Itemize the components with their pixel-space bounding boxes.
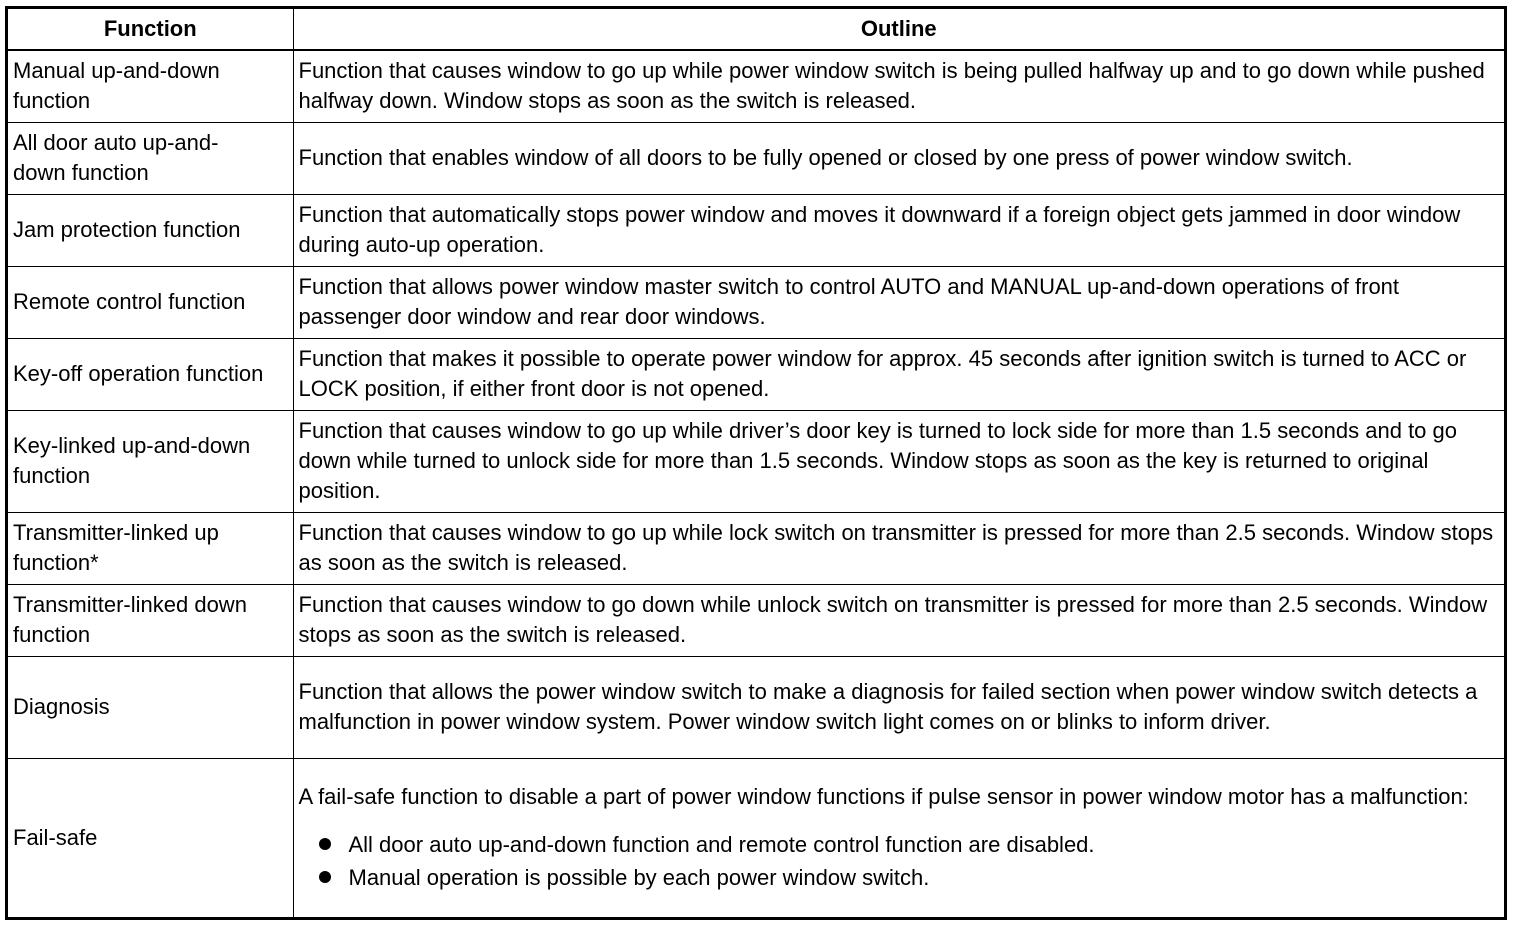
function-cell: Fail-safe [8, 758, 293, 917]
function-cell: Diagnosis [8, 656, 293, 758]
outline-cell: Function that causes window to go up while power window switch is being pulled halfway up and to go down while pushed halfway down. Window stops as soon as the switch is released. [293, 50, 1504, 122]
table-row [8, 584, 1504, 656]
outline-cell: Function that enables window of all doors to be fully opened or closed by one press of power window switch. [293, 122, 1504, 194]
function-cell: Key-off operation function [8, 338, 293, 410]
function-cell: Jam protection function [8, 194, 293, 266]
table-row [8, 122, 1504, 194]
table-row [8, 410, 1504, 512]
function-cell: Manual up-and-down function [8, 50, 293, 122]
function-cell: Transmitter-linked up function* [8, 512, 293, 584]
table-row [8, 194, 1504, 266]
outline-cell: Function that automatically stops power window and moves it downward if a foreign object gets jammed in door window during auto-up operation. [293, 194, 1504, 266]
bullet-icon [319, 838, 331, 850]
outline-cell: Function that causes window to go down while unlock switch on transmitter is pressed for more than 2.5 seconds. Window stops as soon as the switch is released. [293, 584, 1504, 656]
table-row [8, 656, 1504, 758]
function-cell [8, 122, 293, 194]
function-cell: Remote control function [8, 266, 293, 338]
outline-cell [293, 758, 1504, 917]
table-row [8, 338, 1504, 410]
list-item [299, 828, 1501, 861]
table-header-row [8, 9, 1504, 50]
table-row-failsafe [8, 758, 1504, 917]
outline-cell: Function that allows the power window switch to make a diagnosis for failed section when power window switch detects a malfunction in power window system. Power window switch light comes on or blinks to inform driver. [293, 656, 1504, 758]
function-cell: Transmitter-linked down function [8, 584, 293, 656]
function-line: All door auto up-and-down function [13, 130, 219, 185]
failsafe-bullet-list [299, 828, 1501, 894]
outline-cell: Function that makes it possible to operate power window for approx. 45 seconds after ignition switch is turned to ACC or LOCK position, if either front door is not opened. [293, 338, 1504, 410]
outline-cell: Function that causes window to go up while driver’s door key is turned to lock side for more than 1.5 seconds and to go down while turned to unlock side for more than 1.5 seconds. Window stops as soon as the key is returned to original position. [293, 410, 1504, 512]
function-cell: Key-linked up-and-down function [8, 410, 293, 512]
bullet-text: Manual operation is possible by each power window switch. [348, 864, 930, 890]
table-row [8, 266, 1504, 338]
failsafe-intro: A fail-safe function to disable a part of power window functions if pulse sensor in power window motor has a malfunction: [298, 783, 1469, 809]
outline-cell: Function that causes window to go up while lock switch on transmitter is pressed for more than 2.5 seconds. Window stops as soon as the switch is released. [293, 512, 1504, 584]
header-outline: Outline [293, 9, 1504, 50]
list-item [299, 861, 1501, 894]
table-row [8, 512, 1504, 584]
function-outline-table [8, 9, 1504, 917]
bullet-icon [319, 871, 331, 883]
bullet-text: All door auto up-and-down function and remote control function are disabled. [348, 831, 1095, 857]
outline-cell: Function that allows power window master switch to control AUTO and MANUAL up-and-down operations of front passenger door window and rear door windows. [293, 266, 1504, 338]
header-function: Function [8, 9, 293, 50]
table-row [8, 50, 1504, 122]
power-window-function-table [5, 6, 1507, 920]
